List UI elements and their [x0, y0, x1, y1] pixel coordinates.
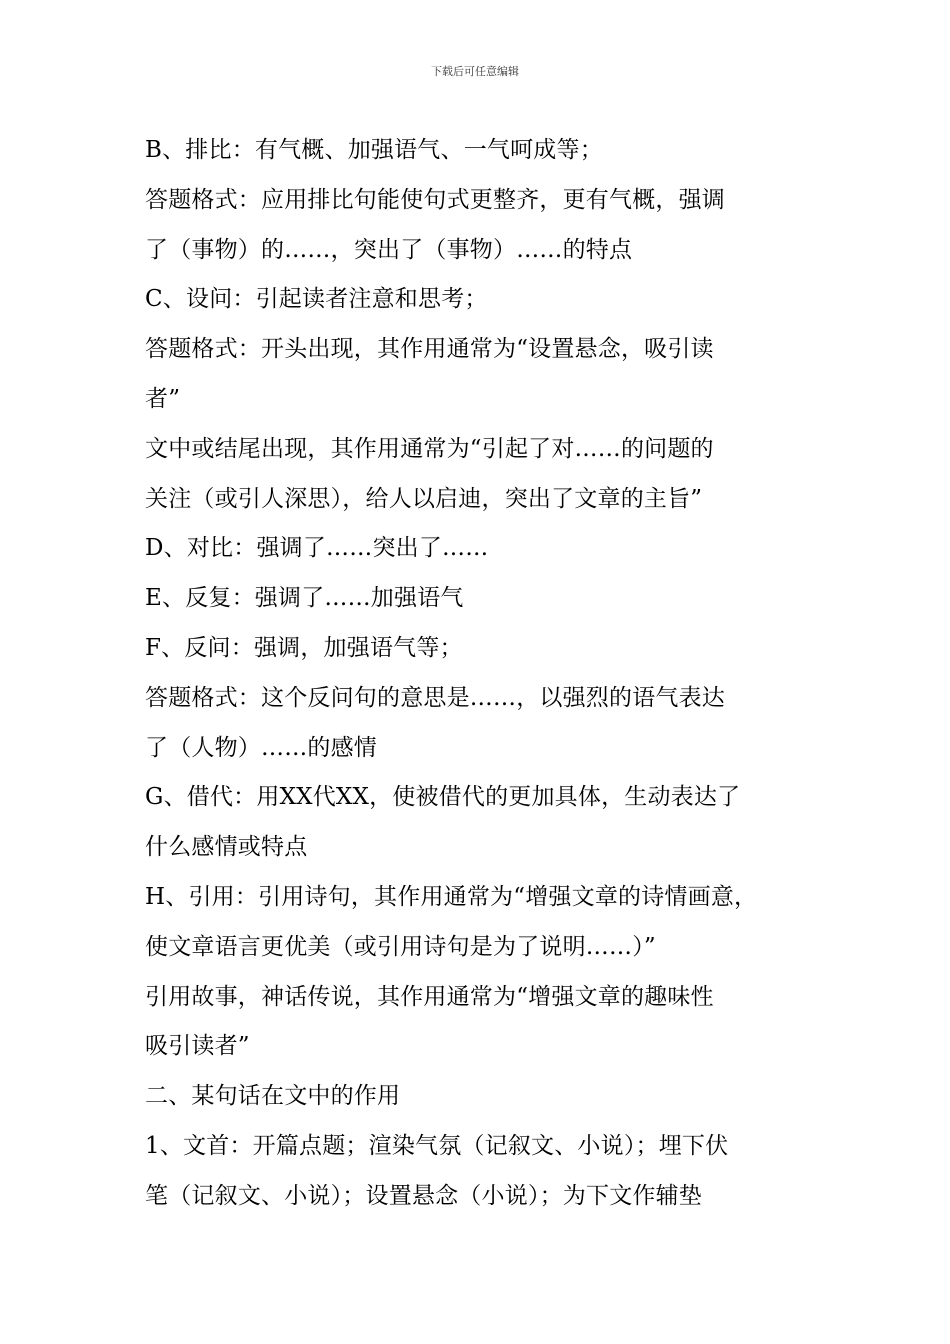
text-line: 笔（记叙文、小说）；设置悬念（小说）；为下文作辅垫: [145, 1182, 702, 1209]
section-heading: 二、某句话在文中的作用: [145, 1083, 401, 1110]
text-line: 答题格式：这个反问句的意思是……，以强烈的语气表达: [145, 684, 725, 711]
text-line: G、借代：用XX代XX，使被借代的更加具体，生动表达了: [145, 784, 741, 811]
text-line: 答题格式：开头出现，其作用通常为“设置悬念，吸引读: [145, 336, 714, 363]
text-line: 者”: [145, 385, 181, 412]
text-line: F、反问：强调，加强语气等；: [145, 634, 463, 661]
text-line: 答题格式：应用排比句能使句式更整齐，更有气概，强调: [145, 186, 725, 213]
text-line: E、反复：强调了……加强语气: [145, 585, 464, 612]
text-line: C、设问：引起读者注意和思考；: [145, 286, 488, 313]
text-line: B、排比：有气概、加强语气、一气呵成等；: [145, 137, 603, 163]
text-line: 了（人物）……的感情: [145, 734, 377, 761]
text-line: 1、文首：开篇点题；渲染气氛（记叙文、小说）；埋下伏: [145, 1132, 729, 1159]
text-line: 吸引读者”: [145, 1033, 250, 1060]
document-body: [145, 126, 815, 1222]
page-header: 下载后可任意编辑: [431, 65, 519, 78]
text-line: 文中或结尾出现，其作用通常为“引起了对……的问题的: [145, 435, 714, 462]
text-line: H、引用：引用诗句，其作用通常为“增强文章的诗情画意，: [145, 883, 758, 910]
text-line: 使文章语言更优美（或引用诗句是为了说明……）”: [145, 933, 656, 960]
text-line: 了（事物）的……，突出了（事物）……的特点: [145, 236, 633, 263]
text-line: 什么感情或特点: [145, 834, 308, 861]
text-line: D、对比：强调了……突出了……: [145, 535, 489, 562]
text-line: 关注（或引人深思），给人以启迪，突出了文章的主旨”: [145, 485, 703, 512]
text-line: 引用故事，神话传说，其作用通常为“增强文章的趣味性: [145, 983, 714, 1010]
